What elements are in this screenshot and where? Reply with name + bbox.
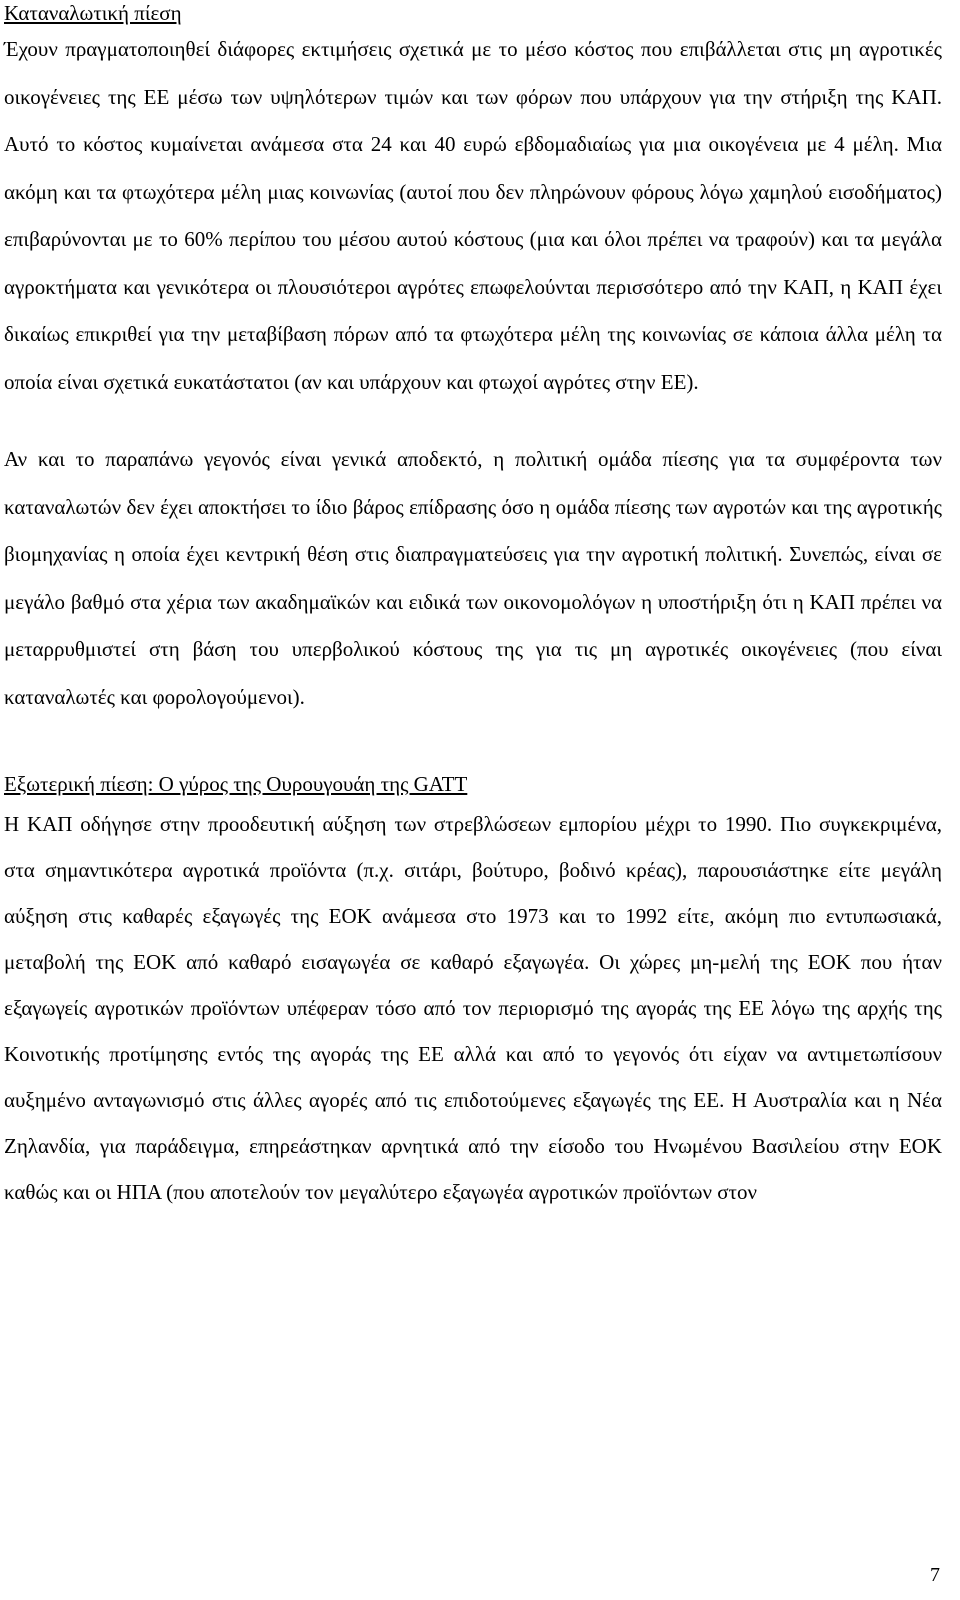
paragraph-consumer-cost: Έχουν πραγματοποιηθεί διάφορες εκτιμήσεις σχετικά με το μέσο κόστος που επιβάλλεται στις μη αγροτικές οικογένειες της ΕΕ μέσω των υψηλότερων τιμών και των φόρων που υπάρχουν για την στήριξη της ΚΑΠ. Αυτό το κόστος κυμαίνεται ανάμεσα στα 24 και 40 ευρώ εβδομαδιαίως για μια οικογένεια με 4 μέλη. Μια ακόμη και τα φτωχότερα μέλη μιας κοινωνίας (αυτοί που δεν πληρώνουν φόρους λόγω χαμηλού εισοδήματος) επιβαρύνονται με το 60% περίπου του μέσου αυτού κόστους (μια και όλοι πρέπει να τραφούν) και τα μεγάλα αγροκτήματα και γενικότερα οι πλουσιότεροι αγρότες επωφελούνται περισσότερο από την ΚΑΠ, η ΚΑΠ έχει δικαίως επικριθεί για την μεταβίβαση πόρων από τα φτωχότερα μέλη της κοινωνίας σε κάποια άλλα μέλη τα οποία είναι σχετικά ευκατάστατοι (αν και υπάρχουν και φτωχοί αγρότες στην ΕΕ). xyxy=(4,37,942,394)
paragraph-consumer-lobby: Αν και το παραπάνω γεγονός είναι γενικά αποδεκτό, η πολιτική ομάδα πίεσης για τα συμφέροντα των καταναλωτών δεν έχει αποκτήσει το ίδιο βάρος επίδρασης όσο η ομάδα πίεσης των αγροτών και της αγροτικής βιομηχανίας η οποία έχει κεντρική θέση στις διαπραγματεύσεις για την αγροτική πολιτική. Συνεπώς, είναι σε μεγάλο βαθμό στα χέρια των ακαδημαϊκών και ειδικά των οικονομολόγων η υποστήριξη ότι η ΚΑΠ πρέπει να μεταρρυθμιστεί στη βάση του υπερβολικού κόστους της για τις μη αγροτικές οικογένειες (που είναι καταναλωτές και φορολογούμενοι). xyxy=(4,447,942,709)
paragraph-trade-distortions: Η ΚΑΠ οδήγησε στην προοδευτική αύξηση των στρεβλώσεων εμπορίου μέχρι το 1990. Πιο συγκεκριμένα, στα σημαντικότερα αγροτικά προϊόντα (π.χ. σιτάρι, βούτυρο, βοδινό κρέας), παρουσιάστηκε είτε μεγάλη αύξηση στις καθαρές εξαγωγές της ΕΟΚ ανάμεσα στο 1973 και το 1992 είτε, ακόμη πιο εντυπωσιακά, μεταβολή της ΕΟΚ από καθαρό εισαγωγέα σε καθαρό εξαγωγέα. Οι χώρες μη-μελή της ΕΟΚ που ήταν εξαγωγείς αγροτικών προϊόντων υπέφεραν τόσο από τον περιορισμό της αγοράς της ΕΕ λόγω της αρχής της Κοινοτικής προτίμησης εντός της αγοράς της ΕΕ αλλά και από το γεγονός ότι είχαν να αντιμετωπίσουν αυξημένο ανταγωνισμό στις άλλες αγορές από τις επιδοτούμενες εξαγωγές της ΕΕ. Η Αυστραλία και η Νέα Ζηλανδία, για παράδειγμα, επηρεάστηκαν αρνητικά από την είσοδο του Ηνωμένου Βασιλείου στην ΕΟΚ καθώς και οι ΗΠΑ (που αποτελούν τον μεγαλύτερο εξαγωγέα αγροτικών προϊόντων στον xyxy=(4,812,942,1204)
page-number: 7 xyxy=(930,1564,940,1586)
section-heading-consumer-pressure: Καταναλωτική πίεση xyxy=(4,1,182,25)
document-page xyxy=(4,0,942,1215)
section-heading-external-pressure: Εξωτερική πίεση: Ο γύρος της Ουρουγουάη της GATT xyxy=(4,772,468,796)
